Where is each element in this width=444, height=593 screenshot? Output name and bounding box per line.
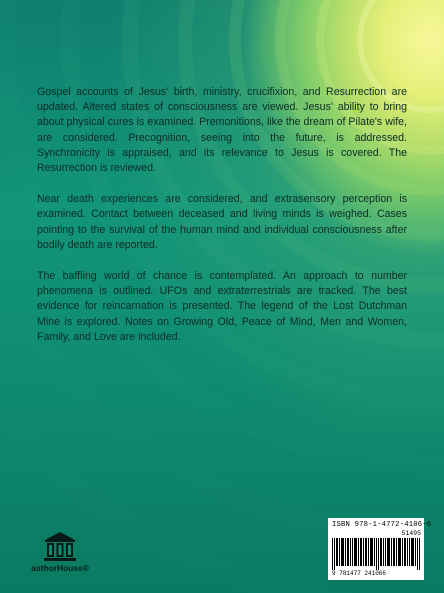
- blurb-paragraph-3: The baffling world of chance is contemplated. An approach to number phenomena is outlined. UFOs and extraterrestrials are tracked. The best evidence for reincarnation is presented. The legend of the Lost Dutchman Mine is explored. Notes on Growing Old, Peace of Mind, Men and Women, Family, and Love are included.: [37, 270, 407, 343]
- blurb-paragraph-1: Gospel accounts of Jesus' birth, ministry, crucifixion, and Resurrection are updated. Altered states of consciousness are viewed. Jesus' ability to bring about physical cures is examined. Premonitions, like the dream of Pilate's wife, are considered. Precognition, seeing into the future, is addressed. Synchronicity is appraised, and its relevance to Jesus is covered. The Resurrection is reviewed.: [37, 86, 407, 175]
- isbn-label: ISBN 978-1-4772-4106-6: [332, 521, 432, 529]
- back-cover-blurb: [37, 85, 407, 361]
- barcode-bars: [332, 538, 422, 570]
- publisher-name: authorHouse®: [31, 564, 89, 573]
- bookstack-logo-icon: [30, 526, 90, 564]
- isbn-barcode: [328, 518, 432, 580]
- barcode-digits: 9 781477 241066: [332, 570, 387, 577]
- price-code: 51495: [401, 530, 421, 537]
- blurb-paragraph-2: Near death experiences are considered, and extrasensory perception is examined. Contact between deceased and living minds is weighed. Cases pointing to the survival of the human mind and individual consciousness after bodily death are reported.: [37, 193, 407, 251]
- publisher-logo: [30, 526, 90, 576]
